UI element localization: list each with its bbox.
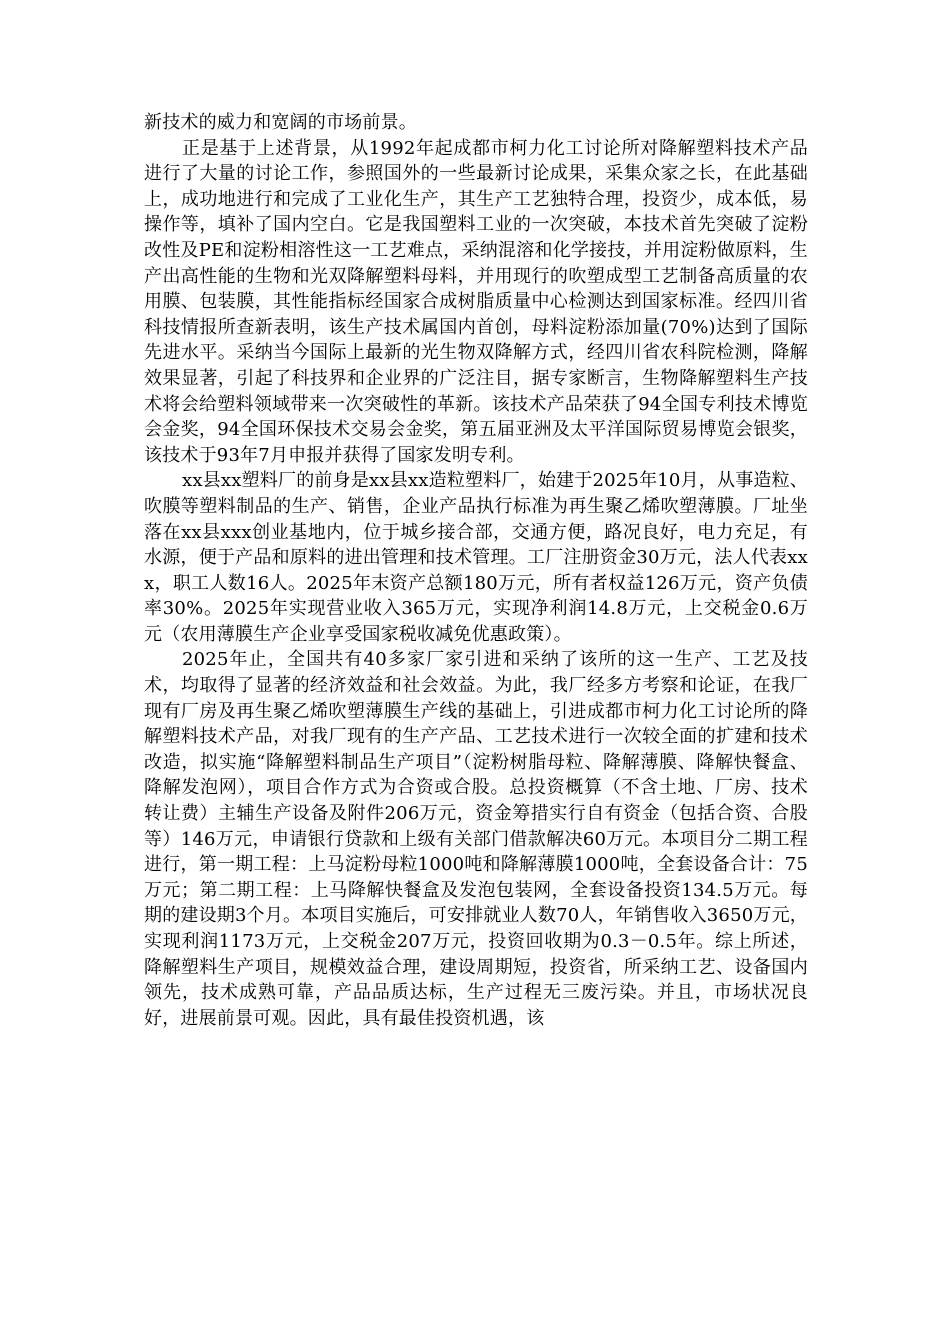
paragraph-background: 正是基于上述背景，从1992年起成都市柯力化工讨论所对降解塑料技术产品进行了大量的讨论工作，参照国外的一些最新讨论成果，采集众家之长，在此基础上，成功地进行和完成了工业化生产，其生产工艺独特合理，投资少，成本低，易操作等，填补了国内空白。它是我国塑料工业的一次突破，本技术首先突破了淀粉改性及PE和淀粉相溶性这一工艺难点，采纳混溶和化学接技，并用淀粉做原料，生产出高性能的生物和光双降解塑料母料，并用现行的吹塑成型工艺制备高质量的农用膜、包装膜，其性能指标经国家合成树脂质量中心检测达到国家标准。经四川省科技情报所查新表明，该生产技术属国内首创，母料淀粉添加量(70%)达到了国际先进水平。采纳当今国际上最新的光生物双降解方式，经四川省农科院检测，降解效果显著，引起了科技界和企业界的广泛注目，据专家断言，生物降解塑料生产技术将会给塑料领域带来一次突破性的革新。该技术产品荣获了94全国专利技术博览会金奖，94全国环保技术交易会金奖，第五届亚洲及太平洋国际贸易博览会银奖，该技术于93年7月申报并获得了国家发明专利。	[144, 137, 808, 466]
document-page	[144, 110, 808, 1031]
paragraph-continuation: 新技术的威力和宽阔的市场前景。	[144, 112, 417, 133]
paragraph-factory-profile: xx县xx塑料厂的前身是xx县xx造粒塑料厂，始建于2025年10月，从事造粒、吹膜等塑料制品的生产、销售，企业产品执行标准为再生聚乙烯吹塑薄膜。厂址坐落在xx县xxx创业基地内，位于城乡接合部，交通方便，路况良好，电力充足，有水源，便于产品和原料的进出管理和技术管理。工厂注册资金30万元，法人代表xxx，职工人数16人。2025年末资产总额180万元，所有者权益126万元，资产负债率30%。2025年实现营业收入365万元，实现净利润14.8万元，上交税金0.6万元（农用薄膜生产企业享受国家税收减免优惠政策）。	[144, 470, 808, 645]
paragraph-project-plan: 2025年止，全国共有40多家厂家引进和采纳了该所的这一生产、工艺及技术，均取得了显著的经济效益和社会效益。为此，我厂经多方考察和论证，在我厂现有厂房及再生聚乙烯吹塑薄膜生产线的基础上，引进成都市柯力化工讨论所的降解塑料技术产品，对我厂现有的生产产品、工艺技术进行一次较全面的扩建和技术改造，拟实施“降解塑料制品生产项目”（淀粉树脂母粒、降解薄膜、降解快餐盒、降解发泡网），项目合作方式为合资或合股。总投资概算（不含土地、厂房、技术转让费）主辅生产设备及附件206万元，资金筹措实行自有资金（包括合资、合股等）146万元，申请银行贷款和上级有关部门借款解决60万元。本项目分二期工程进行，第一期工程：上马淀粉母粒1000吨和降解薄膜1000吨，全套设备合计：75万元；第二期工程：上马降解快餐盒及发泡包装网，全套设备投资134.5万元。每期的建设期3个月。本项目实施后，可安排就业人数70人，年销售收入3650万元，实现利润1173万元，上交税金207万元，投资回收期为0.3－0.5年。综上所述，降解塑料生产项目，规模效益合理，建设周期短，投资省，所采纳工艺、设备国内领先，技术成熟可靠，产品品质达标，生产过程无三废污染。并且，市场状况良好，进展前景可观。因此，具有最佳投资机遇，该	[144, 649, 808, 1029]
